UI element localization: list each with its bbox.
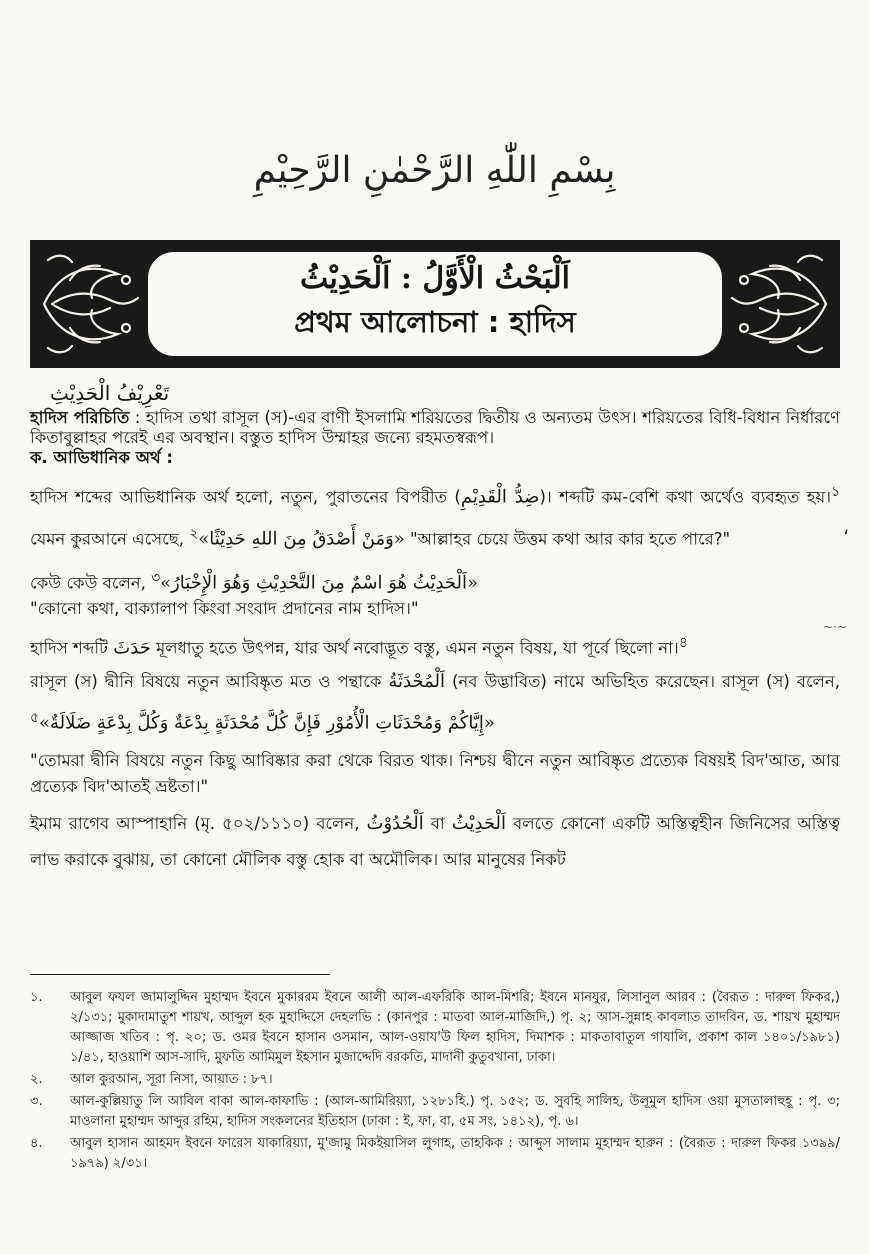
chapter-title-arabic: اَلْبَحْثُ الْأَوَّلُ : اَلْحَدِيْثُ	[300, 261, 570, 296]
text-span: )। শব্দটি কম-বেশি কথা অর্থেও ব্যবহৃত হয়।	[539, 487, 832, 507]
paragraph-raghib	[30, 806, 840, 878]
text-span: (নব উদ্ভাবিত) নামে অভিহিত করেছেন। রাসূল (স) বলেন,	[445, 672, 841, 691]
footnote-item	[30, 988, 840, 1068]
footnote-number: ২.	[30, 1072, 43, 1087]
paragraph-some-say	[30, 563, 840, 599]
text-span: ইমাম রাগেব আস্পাহানি (মৃ. ৫০২/১১১০) বলেন,	[30, 813, 367, 833]
footnote-number: ৩.	[30, 1094, 43, 1109]
footnote-text: আবুল ফযল জামালুদ্দিন মুহাম্মদ ইবনে মুকাররম ইবনে আলী আল-এফরিকি আল-মিশরি; ইবনে মানযুর, লিসানুল আরব : (বৈরূত : দারুল ফিকর,) ২/১৩১; মুকাদামাতুশ শায়খ, আব্দুল হক মুহাদ্দিসে দেহলভি : (কানপুর : মাতবা আল-মাজিদি,) পৃ. ২; আস-সুন্নাহ কাবলাত তাদবিন, ড. শায়খ মুহাম্মদ আজ্জাজ খতিব : পৃ. ২০; ড. ওমর ইবনে হাসান ওসমান, আল-ওয়ায'উ ফিল হাদিস, দিমাশক : মাকতাবাতুল গাযালি, প্রকাশ কাল ১৪০১/১৯৮১) ১/৪১, হাওয়াশি আস-সাদি, মুফতি আমিমুল ইহসান মুজাদ্দেদি বরকতি, মাদানী কুতুবখানা, ঢাকা।	[70, 990, 840, 1065]
arabic-word: اَلْمُحْدَثَةُ	[388, 671, 445, 692]
text-span: মূলধাতু হতে উৎপন্ন, যার অর্থ নবোদ্ভূত বস্তু, এমন নতুন বিষয়, যা পূর্বে ছিলো না।	[150, 638, 679, 657]
text-span: "আল্লাহর চেয়ে উত্তম কথা আর কার হতে পারে?"	[404, 529, 731, 548]
text-span: রাসূল (স) দ্বীনি বিষয়ে নতুন আবিষ্কৃত মত ও পন্থাকে	[30, 672, 389, 691]
margin-scribble: ~·~	[823, 620, 847, 634]
paragraph-hadith-translation: "তোমরা দ্বীনি বিষয়ে নতুন কিছু আবিষ্কার করা থেকে বিরত থাক। নিশ্চয় দ্বীনে নতুন আবিষ্কৃত প্রত্যেক বিষয়ই বিদ'আত, আর প্রত্যেক বিদ'আতই ভ্রষ্টতা।"	[30, 750, 840, 796]
arabic-word: اَلْحَدِيْثُ	[451, 812, 507, 834]
footnote-text: আবুল হাসান আহমদ ইবনে ফারেস যাকারিয়্যা, মু'জামু মিকইয়াসিল লুগাহ, তাহকিক : আব্দুস সালাম মুহাম্মদ হারুন : (বৈরূত : দারুল ফিকর ১৩৯৯/ ১৯৭৯) ২/৩১।	[70, 1136, 840, 1171]
footnote-number: ৪.	[30, 1136, 43, 1151]
text-span: বলতে কোনো একটি অস্তিত্বহীন জিনিসের অস্তিত্ব লাভ করাকে বুঝায়, তা কোনো মৌলিক বস্তু হোক বা অমৌলিক। আর মানুষের নিকট	[30, 813, 840, 869]
footnote-number: ১.	[30, 990, 43, 1005]
arabic-hadith-quote: «إِيَّاكُمْ وَمُحْدَثَاتِ الْأُمُوْرِ فَإِنَّ كُلَّ مُحْدَثَةٍ بِدْعَةٌ وَكُلَّ بِدْعَةٍ ضَلَالَةٌ»	[38, 712, 495, 734]
chapter-title-panel	[148, 252, 722, 356]
arabic-word: اَلْحُدُوْثُ	[366, 812, 424, 834]
footnote-ref[interactable]: ৪	[678, 634, 688, 651]
text-span: হাদিস শব্দের আভিধানিক অর্থ হলো, নতুন, পুরাতনের বিপরীত (	[30, 487, 461, 507]
section-heading-arabic: تَعْرِيْفُ الْحَدِيْثِ	[50, 381, 170, 405]
text-span: কেউ কেউ বলেন,	[30, 573, 152, 593]
margin-mark: ،	[843, 518, 849, 539]
paragraph-definition-quote: "কোনো কথা, বাক্যালাপ কিংবা সংবাদ প্রদানের নাম হাদিস।"	[30, 598, 419, 618]
text-span: হাদিস শব্দটি	[30, 638, 114, 657]
footnote-item	[30, 1070, 840, 1090]
footnotes	[30, 988, 840, 1176]
footnote-text: আল-কুল্লিয়াতু লি আবিল বাকা আল-কাফাভি : (আল-আমিরিয়্যা, ১২৮১হি.) পৃ. ১৫২; ড. সুবহি সালিহ, উলূমুল হাদিস ওয়া মুসতালাহুহূ : পৃ. ৩; মাওলানা মুহাম্মদ আব্দুর রহিম, হাদিস সংকলনের ইতিহাস (ঢাকা : ই, ফা, বা, ৫ম সং, ১৪১২), পৃ. ৬।	[70, 1094, 840, 1129]
chapter-title-banner	[30, 240, 840, 368]
paragraph-lexical-meaning	[30, 474, 840, 557]
footnote-ref[interactable]: ২	[189, 525, 199, 542]
intro-label: হাদিস পরিচিতি	[30, 408, 130, 427]
lexical-heading: ক. আভিধানিক অর্থ :	[30, 448, 174, 467]
text-span: যেমন কুরআনে এসেছে,	[30, 529, 190, 548]
footnote-ref[interactable]: ১	[831, 484, 840, 500]
footnote-item	[30, 1092, 840, 1132]
arabic-quote: «وَمَنْ أَصْدَقُ مِنَ اللهِ حَدِيْثًا»	[198, 528, 405, 549]
arabic-quote: «اَلْحَدِيْثُ هُوَ اسْمٌ مِنَ التَّحْدِيْثِ وَهُوَ الْإِخْبَارُ»	[160, 572, 479, 594]
arabic-word: حَدَثَ	[113, 637, 151, 658]
chapter-title-bangla: প্রথম আলোচনা : হাদিস	[294, 305, 576, 339]
text-span: বা	[423, 813, 452, 833]
footnote-divider	[30, 974, 330, 975]
intro-paragraph	[30, 408, 840, 448]
main-text	[30, 378, 840, 878]
bismillah-calligraphy: بِسْمِ اللّٰهِ الرَّحْمٰنِ الرَّحِيْمِ	[253, 150, 616, 191]
footnote-ref[interactable]: ৫	[30, 710, 39, 726]
footnote-item	[30, 1134, 840, 1174]
paragraph-muhdathah	[30, 664, 840, 742]
arabic-phrase: ضِدُّ الْقَدِيْمِ	[460, 486, 540, 508]
paragraph-root-word	[30, 633, 840, 659]
intro-text: : হাদিস তথা রাসূল (স)-এর বাণী ইসলামি শরিয়তের দ্বিতীয় ও অন্যতম উৎস। শরিয়তের বিধি-বিধান নির্ধারণে কিতাবুল্লাহর পরেই এর অবস্থান। বস্তুত হাদিস উম্মাহর জন্যে রহমতস্বরূপ।	[30, 408, 840, 447]
footnote-ref[interactable]: ৩	[151, 570, 161, 586]
footnote-text: আল কুরআন, সূরা নিসা, আয়াত : ৮৭।	[70, 1072, 273, 1087]
